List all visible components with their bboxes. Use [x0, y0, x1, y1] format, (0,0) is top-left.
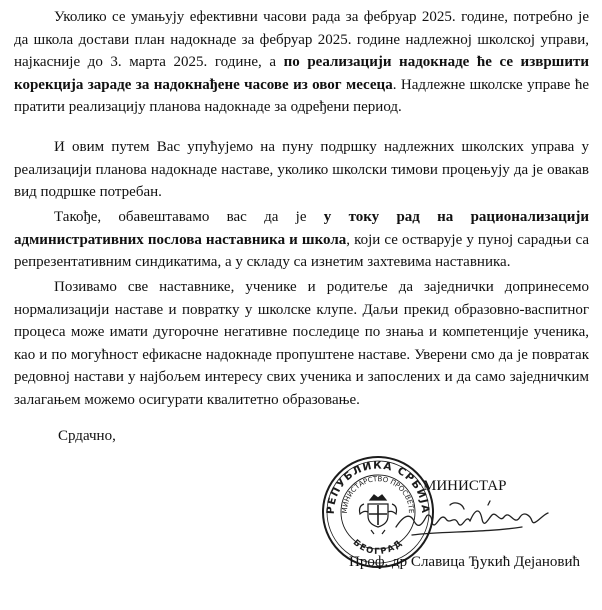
svg-text:РЕПУБЛИКА СРБИЈА: РЕПУБЛИКА СРБИЈА	[324, 459, 432, 515]
signatory-name: Проф. др Славица Ђукић Дејановић	[349, 554, 581, 570]
p3-text-a: Такође, обавештавамо вас да је	[54, 209, 324, 225]
closing-salutation: Срдачно,	[58, 428, 116, 444]
handwritten-signature	[392, 497, 552, 543]
paragraph-rationalization	[14, 206, 589, 274]
p3-text-c: , који се остварује у пуној сарадњи са репрезентативним синдикатима, а у складу са изнетим захтевима наставника.	[14, 231, 589, 270]
svg-text:МИНИСТАРСТВО ПРОСВЕТЕ: МИНИСТАРСТВО ПРОСВЕТЕ	[340, 475, 416, 514]
paragraph-appeal	[14, 276, 589, 411]
coat-of-arms-icon	[360, 495, 397, 534]
signatory-role: МИНИСТАР	[423, 478, 507, 494]
p2-text: И овим путем Вас упућујемо на пуну подршку надлежних школских управа у реализацији планова надокнаде наставе, уколико школски тимови процењују да је овакав вид подршке потребан.	[14, 139, 589, 200]
svg-text:БЕОГРАД: БЕОГРАД	[350, 537, 406, 557]
p4-text: Позивамо све наставнике, ученике и родитеље да заједнички допринесемо нормализацији наставе и повратку у школске клупе. Даљи прекид образовно-васпитног процеса може имати дугорочне негативне последице по знања и компетенције ученика, као и по могућност ефикасне надокнаде пропуштене наставе. Уверени смо да је повратак редовној настави у најбољем интересу свих ученика и запослених и да само заједничким залагањем можемо осигурати квалитетно образовање.	[14, 279, 589, 408]
p3-bold-text: у току рад на рационализацији административних послова наставника и школа	[14, 209, 589, 248]
p1-text-c: . Надлежне школске управе ће пратити реализацију планова надокнаде за одређени период.	[14, 76, 589, 115]
paragraph-support	[14, 136, 589, 204]
p1-text-a: Уколико се умањују ефективни часови рада за фебруар 2025. године, потребно је да школа достави план надокнаде за фебруар 2025. године надлежној школској управи, најкасније до 3. марта 2025. године, а	[14, 9, 589, 70]
paragraph-compensation-plan	[14, 6, 589, 119]
p1-bold-text: по реализацији надокнаде ће се извршити корекција зараде за надокнађене часове из овог месеца	[14, 54, 589, 93]
